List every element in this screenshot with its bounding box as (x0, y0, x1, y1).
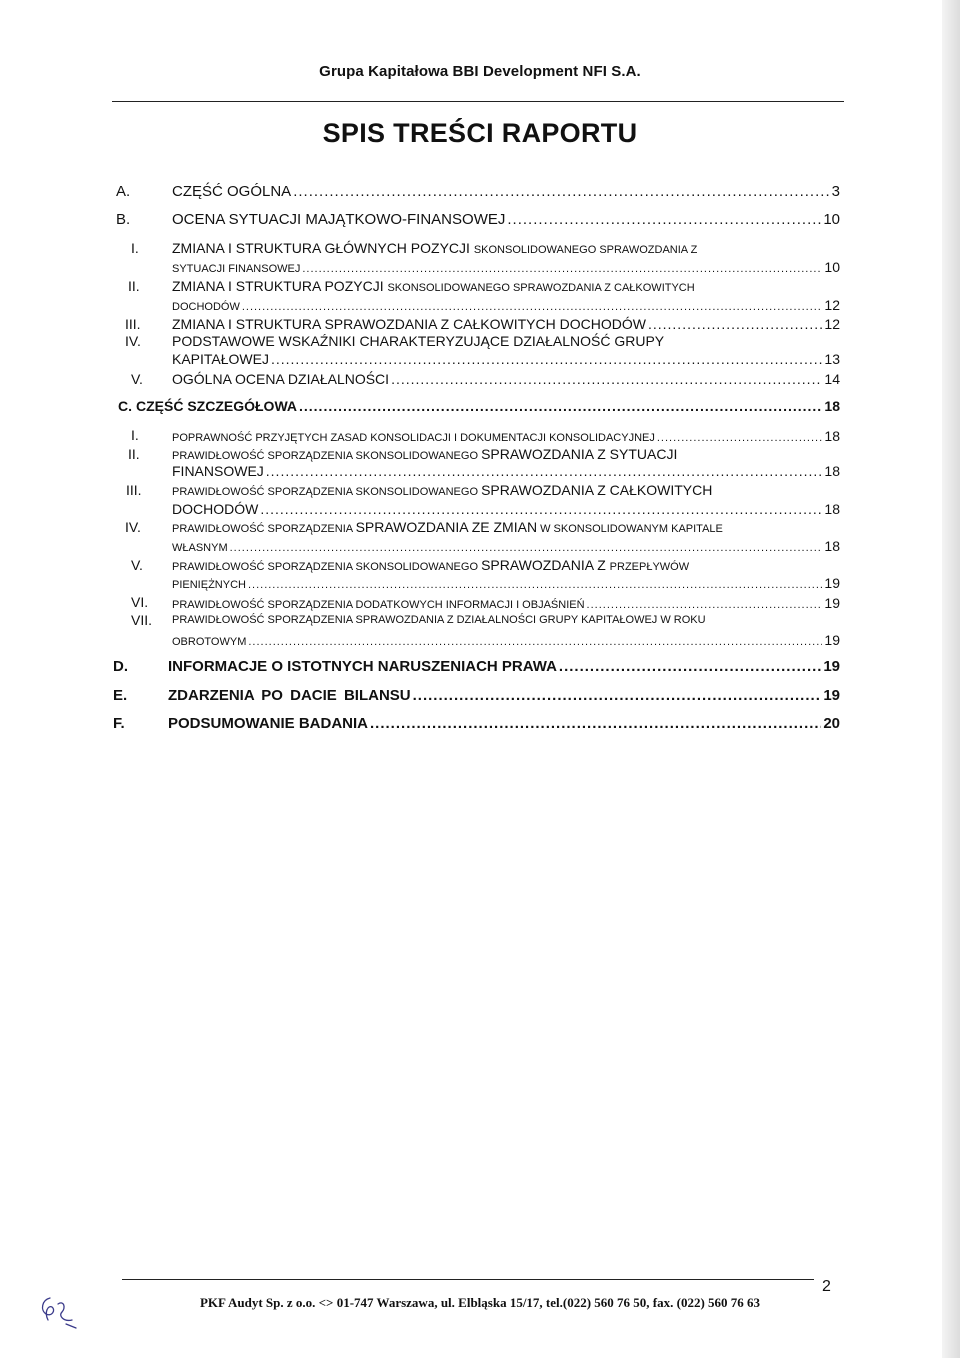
toc-entry-c4-line2[interactable] (172, 538, 840, 554)
toc-num-b3: III. (125, 316, 141, 332)
toc-entry-b5[interactable] (172, 371, 840, 387)
toc-entry-c1-text: POPRAWNOŚĆ PRZYJĘTYCH ZASAD KONSOLIDACJI I DOKUMENTACJI KONSOLIDACYJNEJ (172, 432, 655, 444)
toc-entry-a[interactable] (172, 183, 840, 200)
toc-entry-c2-line1[interactable] (172, 446, 677, 462)
toc-entry-b3-page: 12 (824, 316, 840, 332)
toc-entry-c2-text-b: SPRAWOZDANIA Z SYTUACJI (481, 446, 678, 462)
toc-num-b5: V. (131, 371, 143, 387)
toc-entry-c1-page: 18 (824, 428, 840, 444)
toc-entry-b-page: 10 (823, 211, 840, 228)
leader-dots (293, 183, 829, 200)
toc-entry-c6-page: 19 (824, 595, 840, 611)
toc-entry-c3-text-c: DOCHODÓW (172, 501, 259, 517)
toc-entry-c3-page: 18 (824, 501, 840, 517)
toc-entry-c3-text-a: PRAWIDŁOWOŚĆ SPORZĄDZENIA SKONSOLIDOWANEGO (172, 486, 482, 498)
toc-num-c1: I. (131, 427, 139, 443)
leader-dots (260, 501, 822, 517)
toc-num-b4: IV. (125, 333, 141, 349)
leader-dots (302, 263, 822, 275)
toc-num-b1: I. (131, 240, 139, 256)
toc-entry-f[interactable] (168, 715, 840, 732)
toc-entry-b4-page: 13 (824, 351, 840, 367)
toc-entry-b1-text-a: ZMIANA I STRUKTURA GŁÓWNYCH POZYCJI (172, 240, 474, 256)
toc-entry-f-page: 20 (823, 715, 840, 732)
toc-entry-b3[interactable] (172, 316, 840, 332)
toc-entry-b4-text-b: KAPITAŁOWEJ (172, 351, 269, 367)
toc-entry-c2-text-c: FINANSOWEJ (172, 463, 264, 479)
company-name: Grupa Kapitałowa BBI Development NFI S.A. (319, 63, 641, 80)
toc-entry-c5-text-d: PIENIĘŻNYCH (172, 579, 246, 591)
leader-dots (559, 658, 821, 675)
toc-entry-c3-line1[interactable] (172, 482, 712, 498)
toc-entry-c2-text-a: PRAWIDŁOWOŚĆ SPORZĄDZENIA SKONSOLIDOWANEGO (172, 450, 482, 462)
toc-entry-c5-line1[interactable] (172, 557, 689, 573)
toc-num-f: F. (113, 715, 125, 732)
leader-dots (271, 351, 822, 367)
toc-num-c7: VII. (131, 612, 153, 628)
toc-entry-d-page: 19 (823, 658, 840, 675)
toc-entry-c5-page: 19 (824, 575, 840, 591)
toc-entry-c7-text-b: OBROTOWYM (172, 636, 247, 648)
toc-entry-f-text: PODSUMOWANIE BADANIA (168, 715, 369, 732)
toc-entry-c2-page: 18 (824, 463, 840, 479)
toc-entry-c4-text-a: PRAWIDŁOWOŚĆ SPORZĄDZENIA (172, 523, 356, 535)
leader-dots (266, 463, 823, 479)
toc-num-c3: III. (126, 482, 142, 498)
toc-num-c6: VI. (131, 594, 149, 610)
toc-num-e: E. (113, 687, 128, 704)
toc-entry-e[interactable] (168, 687, 840, 704)
toc-entry-c5-text-a: PRAWIDŁOWOŚĆ SPORZĄDZENIA SKONSOLIDOWANEGO (172, 561, 482, 573)
toc-entry-b5-page: 14 (824, 371, 840, 387)
toc-entry-c4-text-d: WŁASNYM (172, 542, 228, 554)
toc-entry-c5-line2[interactable] (172, 575, 840, 591)
toc-entry-b5-text: OGÓLNA OCENA DZIAŁALNOŚCI (172, 371, 390, 387)
toc-entry-c5-text-c: PRZEPŁYWÓW (609, 561, 690, 573)
toc-entry-b[interactable] (172, 211, 840, 228)
toc-entry-c7-line1[interactable]: PRAWIDŁOWOŚĆ SPORZĄDZENIA SPRAWOZDANIA Z DZIAŁALNOŚCI GRUPY KAPITAŁOWEJ W ROKU (172, 614, 706, 626)
toc-entry-b1-page: 10 (824, 259, 840, 275)
toc-entry-b1-text-c: SYTUACJI FINANSOWEJ (172, 263, 301, 275)
footer-divider (122, 1279, 814, 1280)
toc-entry-c7-line2[interactable] (172, 632, 840, 648)
toc-entry-c4-page: 18 (824, 538, 840, 554)
leader-dots (413, 687, 822, 704)
page-number: 2 (822, 1278, 831, 1295)
footer-address: PKF Audyt Sp. z o.o. <> 01-747 Warszawa, ul. Elbląska 15/17, tel.(022) 560 76 50, fax. (022) 560 76 63 (199, 1295, 761, 1310)
toc-entry-b4-line2[interactable] (172, 351, 840, 367)
toc-entry-d-text: INFORMACJE O ISTOTNYCH NARUSZENIACH PRAWA (168, 658, 557, 675)
toc-entry-d[interactable] (168, 658, 840, 675)
toc-num-c4: IV. (125, 519, 141, 535)
toc-entry-b3-text: ZMIANA I STRUKTURA SPRAWOZDANIA Z CAŁKOWITYCH DOCHODÓW (172, 316, 646, 332)
toc-entry-c4-text-b: SPRAWOZDANIA ZE ZMIAN (355, 519, 538, 535)
toc-entry-b-text: OCENA SYTUACJI MAJĄTKOWO-FINANSOWEJ (172, 211, 506, 228)
toc-entry-c5-text-b: SPRAWOZDANIA Z (481, 557, 610, 573)
toc-num-c2: II. (128, 446, 140, 462)
toc-entry-b2-text-a: ZMIANA I STRUKTURA POZYCJI (172, 278, 388, 294)
toc-num-c5: V. (131, 557, 143, 573)
toc-entry-b2-text-b: SKONSOLIDOWANEGO SPRAWOZDANIA Z CAŁKOWITYCH (387, 282, 695, 294)
toc-num-d: D. (113, 658, 128, 675)
toc-entry-b2-text-c: DOCHODÓW (172, 301, 240, 313)
toc-entry-c1[interactable] (172, 428, 840, 444)
toc-entry-e-text: ZDARZENIA PO DACIE BILANSU (168, 687, 411, 704)
leader-dots (370, 715, 821, 732)
toc-entry-b1-line2[interactable] (172, 259, 840, 275)
toc-entry-a-page: 3 (831, 183, 840, 200)
toc-entry-c3-line2[interactable] (172, 501, 840, 517)
toc-entry-b1-line1[interactable] (172, 240, 697, 256)
toc-entry-c7-page: 19 (824, 632, 840, 648)
leader-dots (391, 371, 822, 387)
toc-entry-c-page: 18 (824, 398, 840, 414)
toc-entry-c[interactable] (118, 398, 840, 414)
toc-num-b: B. (116, 211, 131, 228)
leader-dots (230, 542, 823, 554)
leader-dots (242, 301, 823, 313)
page-title: SPIS TREŚCI RAPORTU (322, 118, 638, 148)
toc-entry-c3-text-b: SPRAWOZDANIA Z CAŁKOWITYCH (481, 482, 713, 498)
toc-entry-b2-page: 12 (824, 297, 840, 313)
toc-entry-c6-text: PRAWIDŁOWOŚĆ SPORZĄDZENIA DODATKOWYCH INFORMACJI I OBJAŚNIEŃ (172, 599, 585, 611)
leader-dots (587, 599, 823, 611)
toc-entry-b1-text-b: SKONSOLIDOWANEGO SPRAWOZDANIA Z (473, 244, 698, 256)
toc-entry-b2-line2[interactable] (172, 297, 840, 313)
toc-entry-c4-text-c: W SKONSOLIDOWANYM KAPITALE (537, 523, 723, 535)
leader-dots (657, 432, 823, 444)
leader-dots (648, 316, 822, 332)
leader-dots (248, 579, 822, 591)
leader-dots (299, 398, 822, 414)
toc-num-a: A. (116, 183, 131, 200)
toc-entry-c6[interactable] (172, 595, 840, 611)
toc-entry-c-text: CZĘŚĆ SZCZEGÓŁOWA (136, 398, 297, 414)
toc-entry-c2-line2[interactable] (172, 463, 840, 479)
toc-entry-b2-line1[interactable] (172, 278, 695, 294)
toc-num-b2: II. (128, 278, 140, 294)
leader-dots (248, 636, 822, 648)
page-edge-shadow (942, 0, 960, 1358)
handwritten-initials-signature (36, 1290, 92, 1330)
toc-entry-c4-line1[interactable] (172, 519, 723, 535)
leader-dots (507, 211, 821, 228)
toc-entry-b4-line1[interactable]: PODSTAWOWE WSKAŹNIKI CHARAKTERYZUJĄCE DZIAŁALNOŚĆ GRUPY (172, 333, 665, 349)
toc-entry-e-page: 19 (823, 687, 840, 704)
toc-num-c: C. (118, 398, 132, 414)
header-divider (112, 101, 844, 102)
toc-entry-a-text: CZĘŚĆ OGÓLNA (172, 183, 292, 200)
